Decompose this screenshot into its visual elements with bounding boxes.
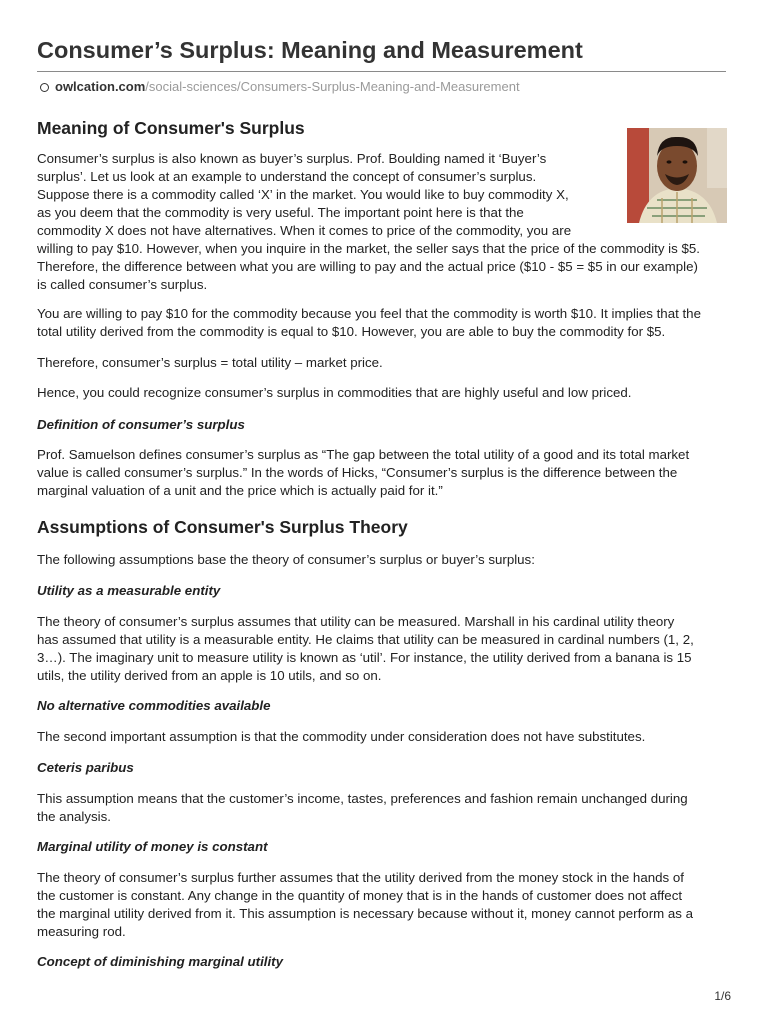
assumption-heading-diminishing-utility: Concept of diminishing marginal utility	[37, 954, 283, 969]
assumption-heading-measurable: Utility as a measurable entity	[37, 583, 221, 598]
source-path[interactable]: /social-sciences/Consumers-Surplus-Meaning-and-Measurement	[145, 79, 520, 94]
definition-heading: Definition of consumer’s surplus	[37, 417, 245, 432]
paragraph-measurable	[37, 613, 731, 685]
paragraph-ceteris-paribus	[37, 790, 731, 826]
assumption-heading-ceteris-paribus: Ceteris paribus	[37, 760, 134, 775]
text-line: Consumer’s surplus is also known as buyer’s surplus. Prof. Boulding named it ‘Buyer’s	[37, 151, 547, 166]
text-line: measuring rod.	[37, 924, 126, 939]
text-line: marginal valuation of a unit and the price which is actually paid for it.”	[37, 483, 443, 498]
text-line: utils, the utility derived from an apple is 10 utils, and so on.	[37, 668, 382, 683]
text-line: willing to pay $10. However, when you inquire in the market, the seller says that the price of the commodity is $5.	[37, 241, 700, 256]
text-line: Therefore, the difference between what you are willing to pay and the actual price ($10 - $5 = $5 in our example)	[37, 259, 698, 274]
paragraph-worth	[37, 305, 731, 341]
paragraph-definition	[37, 446, 731, 500]
text-line: has assumed that utility is a measurable entity. He claims that utility can be measured in cardinal numbers (1, 2,	[37, 632, 694, 647]
text-line: the analysis.	[37, 809, 111, 824]
paragraph-money-constant	[37, 869, 731, 941]
text-line: You are willing to pay $10 for the commodity because you feel that the commodity is worth $10. It implies that the	[37, 306, 701, 321]
assumption-heading-no-alternatives: No alternative commodities available	[37, 698, 271, 713]
source-link[interactable]	[37, 79, 520, 95]
page-title: Consumer’s Surplus: Meaning and Measurement	[37, 37, 583, 63]
text-line: the customer is constant. Any change in the quantity of money that is in the hands of customer does not affect	[37, 888, 683, 903]
text-line: This assumption means that the customer’s income, tastes, preferences and fashion remain unchanged during	[37, 791, 688, 806]
text-line: The theory of consumer’s surplus assumes that utility can be measured. Marshall in his cardinal utility theory	[37, 614, 675, 629]
text-line: surplus’. Let us look at an example to understand the concept of consumer’s surplus.	[37, 169, 537, 184]
source-domain[interactable]: owlcation.com	[55, 79, 146, 94]
paragraph-no-alternatives: The second important assumption is that the commodity under consideration does not have substitutes.	[37, 729, 646, 744]
text-line: commodity X does not have alternatives. When it comes to price of the commodity, you are	[37, 223, 572, 238]
text-line: the marginal utility derived from it. This assumption is necessary because without it, money cannot perform as a	[37, 906, 694, 921]
paragraph-recognize: Hence, you could recognize consumer’s surplus in commodities that are highly useful and low priced.	[37, 385, 632, 400]
page-number: 1/6	[714, 989, 731, 1003]
link-circle-icon	[40, 83, 49, 92]
text-line: Suppose there is a commodity called ‘X’ in the market. You would like to buy commodity X,	[37, 187, 569, 202]
text-line: is called consumer’s surplus.	[37, 277, 208, 292]
paragraph-intro	[37, 150, 731, 294]
assumption-heading-money-constant: Marginal utility of money is constant	[37, 839, 268, 854]
text-line: 3…). The imaginary unit to measure utility is known as ‘util’. For instance, the utility derived from a banana is 15	[37, 650, 692, 665]
text-line: value is called consumer’s surplus.” In the words of Hicks, “Consumer’s surplus is the difference between the	[37, 465, 678, 480]
text-line: as you deem that the commodity is very useful. The important point here is that the	[37, 205, 524, 220]
section-heading-assumptions: Assumptions of Consumer's Surplus Theory	[37, 517, 408, 537]
text-line: Prof. Samuelson defines consumer’s surplus as “The gap between the total utility of a good and its total market	[37, 447, 690, 462]
paragraph-formula: Therefore, consumer’s surplus = total utility – market price.	[37, 355, 383, 370]
title-divider	[37, 71, 726, 72]
text-line: The theory of consumer’s surplus further assumes that the utility derived from the money stock in the hands of	[37, 870, 684, 885]
section-heading-meaning: Meaning of Consumer's Surplus	[37, 118, 305, 138]
paragraph-assumptions-intro: The following assumptions base the theory of consumer’s surplus or buyer’s surplus:	[37, 552, 535, 567]
text-line: total utility derived from the commodity is equal to $10. However, you are able to buy the commodity for $5.	[37, 324, 666, 339]
